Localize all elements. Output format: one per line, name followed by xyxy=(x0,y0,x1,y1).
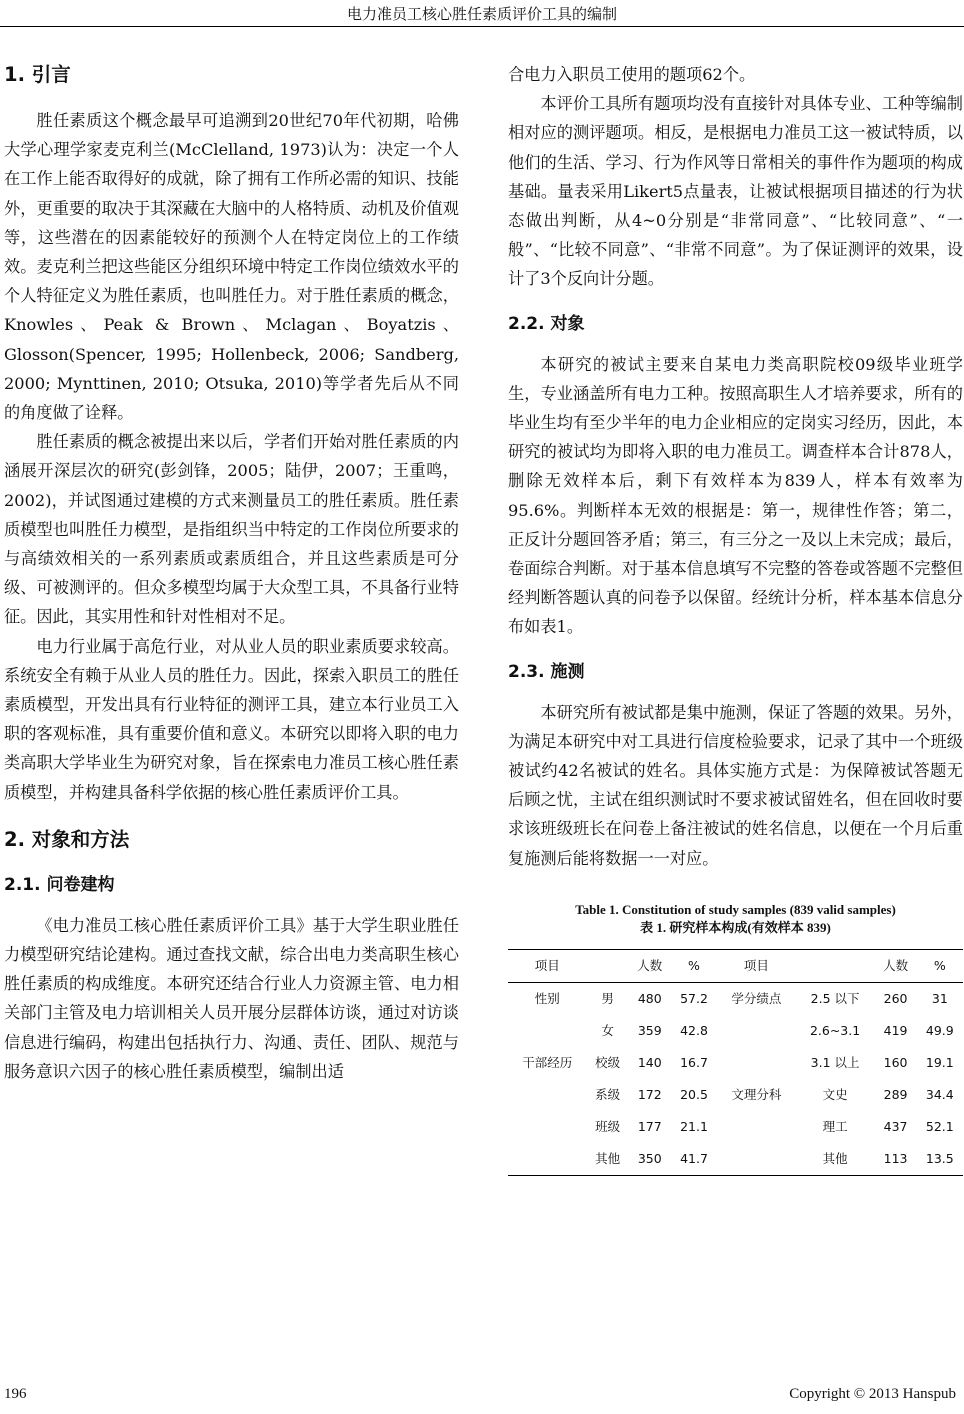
intro-paragraph-2: 胜任素质的概念被提出来以后，学者们开始对胜任素质的内涵展开深层次的研究(彭剑锋，2005；陆伊，2007；王重鸣，2002)，并试图通过建模的方式来测量员工的胜任素质。胜任素质模型也叫胜任力模型，是指组织当中特定的工作岗位所要求的与高绩效相关的一系列素质或素质组合，并且这些素质是可分级、可被测评的。但众多模型均属于大众型工具，不具备行业特征。因此，其实用性和针对性相对不足。 xyxy=(4,432,459,627)
table-cell: 260 xyxy=(883,991,908,1007)
table-cell: 2.5 以下 xyxy=(810,991,860,1007)
section-2-3-heading: 2.3. 施测 xyxy=(508,661,585,682)
table-caption-english: Table 1. Constitution of study samples (839 valid samples) xyxy=(575,901,896,917)
copyright-notice: Copyright © 2013 Hanspub xyxy=(789,1386,956,1402)
table-cell: 其他 xyxy=(822,1151,848,1167)
table-cell: 男 xyxy=(601,991,614,1007)
table-cell: 学分绩点 xyxy=(731,991,782,1007)
header-item-2: 项目 xyxy=(743,958,769,974)
table-cell: 系级 xyxy=(595,1087,621,1103)
table-cell: 419 xyxy=(883,1023,908,1039)
table-cell: 160 xyxy=(883,1055,908,1071)
table-cell: 其他 xyxy=(595,1151,621,1167)
table-cell: 480 xyxy=(637,991,662,1007)
questionnaire-paragraph-cont: 合电力入职员工使用的题项62个。 xyxy=(508,65,756,84)
table-cell: 文史 xyxy=(822,1087,848,1103)
table-cell: 3.1 以上 xyxy=(810,1055,860,1071)
section-2-2-heading: 2.2. 对象 xyxy=(508,313,585,334)
section-2-heading: 2. 对象和方法 xyxy=(4,827,130,851)
table-row xyxy=(508,1079,963,1111)
table-cell: 49.9 xyxy=(925,1023,954,1039)
table-cell: 359 xyxy=(637,1023,662,1039)
table-cell: 性别 xyxy=(534,991,560,1007)
table-row xyxy=(508,1047,963,1079)
table-row xyxy=(508,982,963,1015)
table-cell xyxy=(508,1015,587,1047)
table-cell: 20.5 xyxy=(680,1087,708,1103)
table-cell: 女 xyxy=(601,1023,614,1039)
table-cell: 52.1 xyxy=(925,1119,954,1135)
right-column xyxy=(508,60,963,1176)
administration-paragraph: 本研究所有被试都是集中施测，保证了答题的效果。另外，为满足本研究中对工具进行信度检验要求，记录了其中一个班级被试约42名被试的姓名。具体实施方式是：为保障被试答题无后顾之忧，主试在组织测试时不要求被试留姓名，但在回收时要求该班级班长在问卷上备注被试的姓名信息，以便在一个月后重复施测后能将数据一一对应。 xyxy=(508,702,963,868)
table-cell: 16.7 xyxy=(680,1055,708,1071)
intro-paragraph-3: 电力行业属于高危行业，对从业人员的职业素质要求较高。系统安全有赖于从业人员的胜任力。因此，探索入职员工的胜任素质模型，开发出具有行业特征的测评工具，建立本行业员工入职的客观标准，具有重要价值和意义。本研究以即将入职的电力类高职大学毕业生为研究对象，旨在探索电力准员工核心胜任素质模型，并构建具备科学依据的核心胜任素质评价工具。 xyxy=(4,636,459,802)
table-cell: 班级 xyxy=(595,1119,621,1135)
table-cell: 113 xyxy=(883,1151,908,1167)
header-item: 项目 xyxy=(534,958,560,974)
table-header-row xyxy=(508,949,963,982)
section-2-1-heading: 2.1. 问卷建构 xyxy=(4,874,115,895)
table-cell: 21.1 xyxy=(680,1119,708,1135)
table-cell: 34.4 xyxy=(925,1087,954,1103)
table-cell: 140 xyxy=(637,1055,662,1071)
questionnaire-paragraph: 《电力准员工核心胜任素质评价工具》基于大学生职业胜任力模型研究结论建构。通过查找文献，综合出电力类高职生核心胜任素质的构成维度。本研究还结合行业人力资源主管、电力相关部门主管及电力培训相关人员开展分层群体访谈，通过对访谈信息进行编码，构建出包括执行力、沟通、责任、团队、规范与服务意识六因子的核心胜任素质模型，编制出适 xyxy=(4,915,459,1081)
table-cell: 31 xyxy=(931,991,948,1007)
header-blank-2 xyxy=(796,949,875,982)
table-cell: 172 xyxy=(637,1087,662,1103)
header-percent: % xyxy=(688,958,700,974)
table-cell xyxy=(717,1111,796,1143)
table-cell xyxy=(508,1143,587,1176)
intro-paragraph-1: 胜任素质这个概念最早可追溯到20世纪70年代初期，哈佛大学心理学家麦克利兰(McClelland, 1973)认为：决定一个人在工作上能否取得好的成就，除了拥有工作所必需的知识、技能外，更重要的取决于其深藏在大脑中的人格特质、动机及价值观等，这些潜在的因素能较好的预测个人在特定岗位上的工作绩效。麦克利兰把这些能区分组织环境中特定工作岗位绩效水平的个人特征定义为胜任素质，也叫胜任力。对于胜任素质的概念，Knowles、Peak & Brown、Mclagan、Boyatzis、Glosson(Spencer, 1995; Hollenbeck, 2006; Sandberg, 2000; Mynttinen, 2010; Otsuka, 2010)等学者先后从不同的角度做了诠释。 xyxy=(4,111,459,423)
table-cell: 41.7 xyxy=(680,1151,708,1167)
subjects-paragraph: 本研究的被试主要来自某电力类高职院校09级毕业班学生，专业涵盖所有电力工种。按照高职生人才培养要求，所有的毕业生均有至少半年的电力企业相应的定岗实习经历，因此，本研究的被试均为即将入职的电力准员工。调查样本合计878人，删除无效样本后，剩下有效样本为839人，样本有效率为95.6%。判断样本无效的根据是：第一，规律性作答；第二，正反计分题回答矛盾；第三，有三分之一及以上未完成；最后，卷面综合判断。对于基本信息填写不完整的答卷或答题不完整但经判断答题认真的问卷予以保留。经统计分析，样本基本信息分布如表1。 xyxy=(508,354,963,637)
section-1-heading: 1. 引言 xyxy=(4,63,71,86)
header-percent-2: % xyxy=(933,958,946,974)
table-row xyxy=(508,1111,963,1143)
table-cell xyxy=(508,1079,587,1111)
table-cell: 校级 xyxy=(595,1055,621,1071)
left-column xyxy=(4,56,459,1086)
table-row xyxy=(508,1143,963,1176)
table-cell: 干部经历 xyxy=(522,1055,573,1071)
header-blank xyxy=(587,949,629,982)
table-cell xyxy=(717,1047,796,1079)
table-caption-chinese: 表 1. 研究样本构成(有效样本 839) xyxy=(640,919,831,935)
table-cell: 理工 xyxy=(822,1119,848,1135)
table-cell xyxy=(508,1111,587,1143)
table-cell: 文理分科 xyxy=(731,1087,782,1103)
header-rule xyxy=(0,26,964,27)
table-cell: 57.2 xyxy=(680,991,708,1007)
page-number: 196 xyxy=(4,1386,27,1402)
running-title: 电力准员工核心胜任素质评价工具的编制 xyxy=(346,5,617,23)
table-cell: 350 xyxy=(637,1151,662,1167)
header-count-2: 人数 xyxy=(883,958,909,974)
table-cell xyxy=(717,1015,796,1047)
table-cell: 2.6~3.1 xyxy=(809,1023,861,1039)
table-cell: 177 xyxy=(637,1119,662,1135)
table-cell: 289 xyxy=(883,1087,908,1103)
table-cell xyxy=(717,1143,796,1176)
sample-composition-table xyxy=(508,949,963,1176)
table-cell: 19.1 xyxy=(925,1055,954,1071)
table-row xyxy=(508,1015,963,1047)
table-cell: 437 xyxy=(883,1119,908,1135)
instrument-paragraph: 本评价工具所有题项均没有直接针对具体专业、工种等编制相对应的测评题项。相反，是根据电力准员工这一被试特质，以他们的生活、学习、行为作风等日常相关的事件作为题项的构成基础。量表采用Likert5点量表，让被试根据项目描述的行为状态做出判断，从4~0分别是“非常同意”、“比较同意”、“一般”、“比较不同意”、“非常不同意”。为了保证测评的效果，设计了3个反向计分题。 xyxy=(508,94,963,289)
header-count: 人数 xyxy=(637,958,663,974)
table-cell: 13.5 xyxy=(925,1151,954,1167)
table-cell: 42.8 xyxy=(680,1023,708,1039)
